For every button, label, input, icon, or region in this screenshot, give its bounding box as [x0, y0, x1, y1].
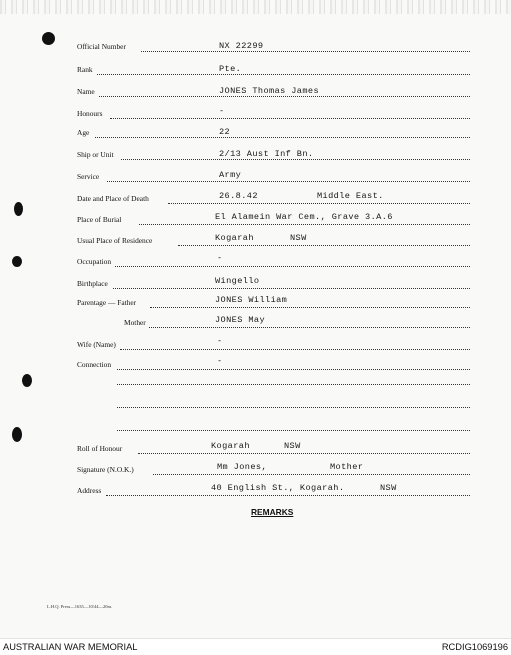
mother-value: JONES May	[215, 315, 266, 325]
footer-record-id: RCDIG1069196	[441, 642, 508, 652]
dotted-line	[150, 307, 470, 308]
official-number-label: Official Number	[77, 42, 126, 51]
rank-value: Pte.	[219, 64, 242, 74]
blank-line	[117, 407, 470, 408]
dotted-line	[121, 159, 470, 160]
footer-institution: AUSTRALIAN WAR MEMORIAL	[3, 642, 138, 652]
death-row	[0, 191, 511, 208]
wife-label: Wife (Name)	[77, 340, 116, 349]
birthplace-label: Birthplace	[77, 279, 108, 288]
ship-or-unit-label: Ship or Unit	[77, 150, 114, 159]
burial-value: El Alamein War Cem., Grave 3.A.6	[215, 212, 393, 222]
footer-bar	[0, 638, 511, 655]
address-row	[0, 483, 511, 500]
birthplace-value: Wingello	[215, 276, 260, 286]
connection-label: Connection	[77, 360, 112, 369]
death-date-value: 26.8.42	[219, 191, 258, 201]
age-row	[0, 128, 511, 142]
dotted-line	[110, 118, 470, 119]
honours-row	[0, 106, 511, 123]
residence-label: Usual Place of Residence	[77, 236, 153, 245]
dotted-line	[139, 224, 470, 225]
service-label: Service	[77, 172, 100, 181]
printer-imprint: L.H.Q. Press—1635—10/44—20m.	[47, 604, 113, 609]
signature-label: Signature (N.O.K.)	[77, 465, 134, 474]
roll-of-honour-value: Kogarah	[211, 441, 250, 451]
residence-value: Kogarah	[215, 233, 254, 243]
name-row	[0, 87, 511, 101]
dotted-line	[168, 203, 470, 204]
blank-line	[117, 384, 470, 385]
dotted-line	[106, 495, 470, 496]
name-label: Name	[77, 87, 95, 96]
roll-of-honour-label: Roll of Honour	[77, 444, 123, 453]
roll-of-honour-state-value: NSW	[284, 441, 301, 451]
occupation-row	[0, 253, 511, 271]
address-state-value: NSW	[380, 483, 397, 493]
dotted-line	[113, 288, 470, 289]
wife-value: -	[217, 336, 223, 346]
honours-label: Honours	[77, 109, 103, 118]
name-value: JONES Thomas James	[219, 86, 320, 96]
remarks-heading: REMARKS	[251, 507, 294, 517]
official-number-value: NX 22299	[219, 41, 264, 51]
father-label: Parentage — Father	[77, 298, 137, 307]
burial-label: Place of Burial	[77, 215, 122, 224]
service-row	[0, 172, 511, 186]
residence-row	[0, 233, 511, 250]
birthplace-row	[0, 276, 511, 293]
burial-row	[0, 212, 511, 229]
dotted-line	[97, 74, 470, 75]
death-label: Date and Place of Death	[77, 194, 149, 203]
dotted-line	[141, 51, 470, 52]
ship-or-unit-value: 2/13 Aust Inf Bn.	[219, 149, 314, 159]
age-label: Age	[77, 128, 90, 137]
dotted-line	[117, 369, 470, 370]
mother-row	[0, 315, 511, 332]
dotted-line	[115, 266, 470, 267]
connection-row	[0, 356, 511, 374]
punch-hole	[12, 427, 22, 442]
official-number-row	[0, 42, 511, 56]
residence-state-value: NSW	[290, 233, 307, 243]
dotted-line	[153, 474, 470, 475]
signature-row	[0, 462, 511, 479]
service-value: Army	[219, 170, 242, 180]
ship-or-unit-row	[0, 150, 511, 164]
dotted-line	[120, 349, 470, 350]
connection-value: -	[217, 356, 223, 366]
rank-label: Rank	[77, 65, 93, 74]
address-value: 40 English St., Kogarah.	[211, 483, 345, 493]
roll-of-honour-row	[0, 441, 511, 458]
wife-row	[0, 336, 511, 354]
dotted-line	[95, 137, 470, 138]
occupation-value: -	[217, 253, 223, 263]
signature-relation-value: Mother	[330, 462, 364, 472]
death-place-value: Middle East.	[317, 191, 384, 201]
signature-value: Mm Jones,	[217, 462, 268, 472]
mother-label: Mother	[124, 318, 146, 327]
blank-line	[117, 430, 470, 431]
father-value: JONES William	[215, 295, 288, 305]
dotted-line	[99, 96, 470, 97]
father-row	[0, 295, 511, 312]
punch-hole	[22, 374, 32, 387]
honours-value: -	[219, 106, 225, 116]
dotted-line	[107, 181, 470, 182]
scan-edge	[0, 0, 511, 14]
rank-row	[0, 65, 511, 79]
dotted-line	[138, 453, 470, 454]
age-value: 22	[219, 127, 231, 137]
address-label: Address	[77, 486, 102, 495]
dotted-line	[178, 245, 470, 246]
occupation-label: Occupation	[77, 257, 112, 266]
dotted-line	[149, 327, 470, 328]
